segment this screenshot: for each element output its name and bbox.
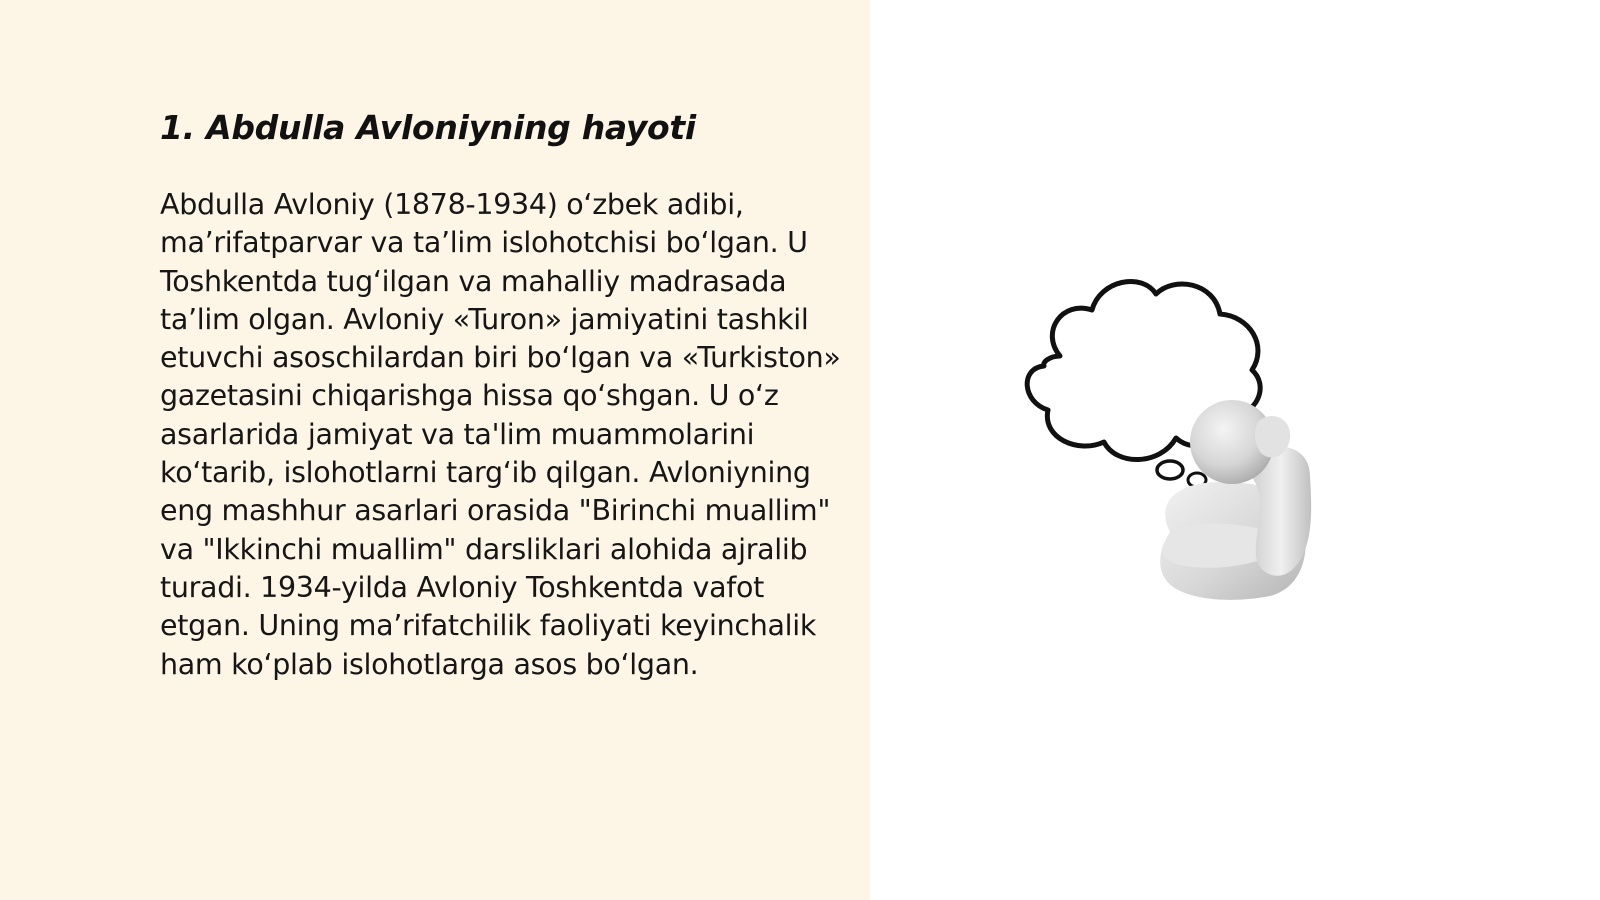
thinking-person-with-thought-bubble-icon	[1020, 270, 1350, 620]
slide-title: 1. Abdulla Avloniyning hayoti	[160, 108, 696, 147]
thought-bubble-small	[1157, 461, 1183, 479]
person-forearm	[1162, 524, 1268, 568]
slide-body-text: Abdulla Avloniy (1878-1934) o‘zbek adibi, ma’rifatparvar va ta’lim islohotchisi bo‘lgan. U Toshkentda tug‘ilgan va mahalliy madrasada ta’lim olgan. Avloniy «Turon» jamiyatini tashkil etuvchi asoschilardan biri bo‘lgan va «Turkiston» gazetasini chiqarishga hissa qo‘shgan. U o‘z asarlarida jamiyat va ta'lim muammolarini ko‘tarib, islohotlarni targ‘ib qilgan. Avloniyning eng mashhur asarlari orasida "Birinchi muallim" va "Ikkinchi muallim" darsliklari alohida ajralib turadi. 1934-yilda Avloniy Toshkentda vafot etgan. Uning ma’rifatchilik faoliyati keyinchalik ham ko‘plab islohotlarga asos bo‘lgan.	[160, 188, 841, 681]
thinking-person-illustration	[1020, 270, 1350, 620]
